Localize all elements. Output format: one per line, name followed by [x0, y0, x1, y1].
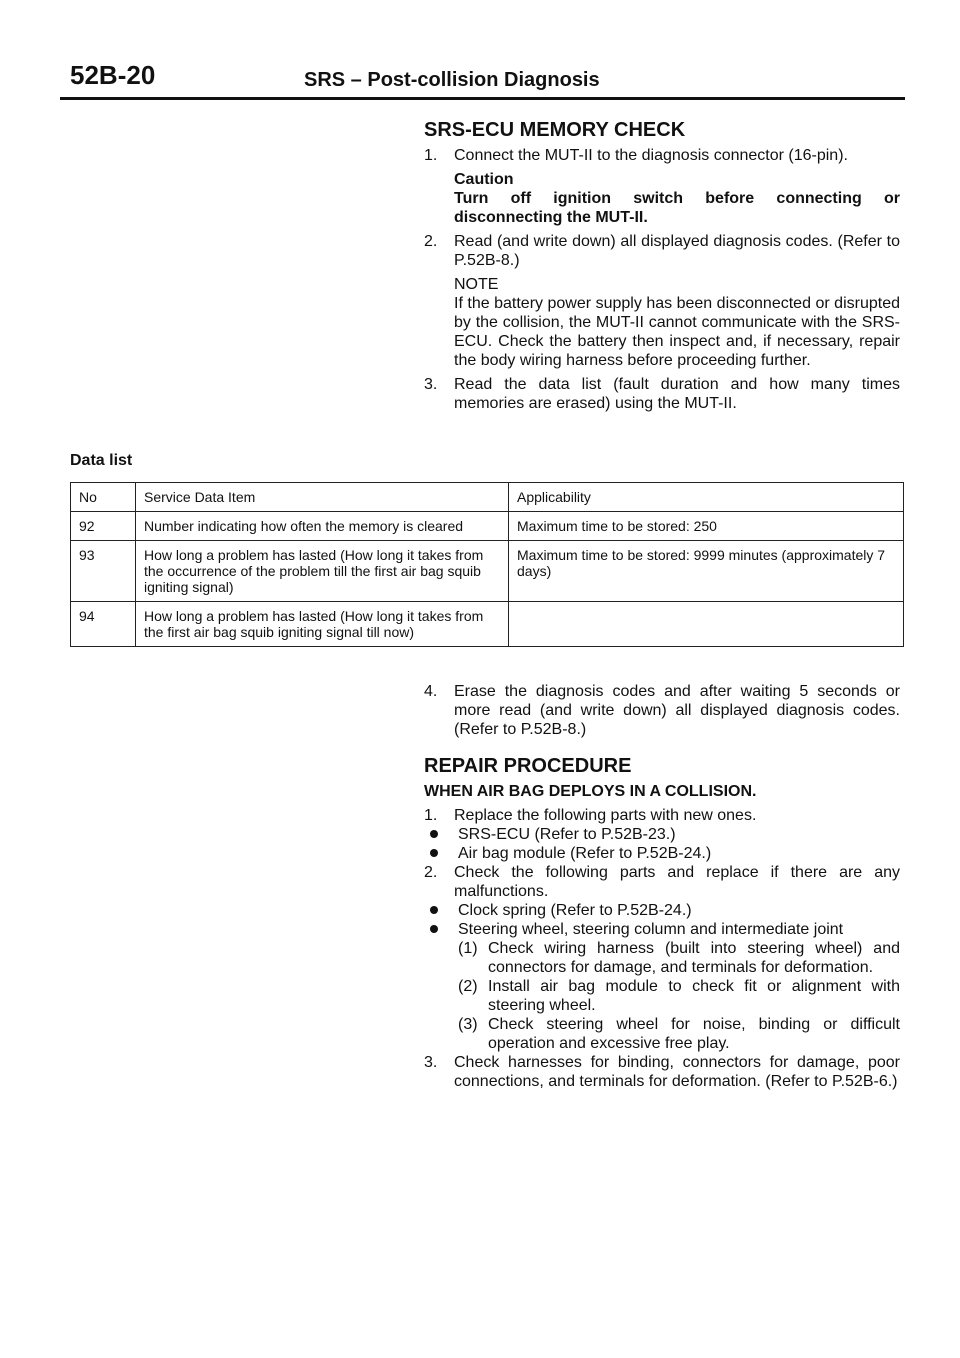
- table-cell: Number indicating how often the memory is cleared: [136, 512, 509, 541]
- bullet-icon: [430, 849, 438, 857]
- bullet-icon: [430, 925, 438, 933]
- table-cell: 92: [71, 512, 136, 541]
- step-number: 1.: [424, 807, 438, 824]
- substep-text: Check steering wheel for noise, binding or difficult operation and excessive free play.: [488, 1016, 900, 1052]
- bullet-text: Air bag module (Refer to P.52B-24.): [458, 845, 712, 862]
- table-cell: [509, 602, 904, 647]
- list-item: [424, 825, 900, 844]
- bullet-text: Steering wheel, steering column and intermediate joint: [458, 921, 844, 938]
- table-header-row: [71, 483, 904, 512]
- repair-subheading: WHEN AIR BAG DEPLOYS IN A COLLISION.: [424, 783, 757, 800]
- substep-number: (2): [458, 978, 478, 995]
- repair-step-3: [424, 1053, 900, 1091]
- substep-number: (1): [458, 940, 478, 957]
- step-number: 2.: [424, 233, 438, 250]
- step-1: [424, 146, 900, 165]
- list-item: [424, 844, 900, 863]
- repair-step-1: [424, 806, 900, 825]
- note-text: If the battery power supply has been disconnected or disrupted by the collision, the MUT-II cannot communicate with the SRS-ECU. Check the battery then inspect and, if necessary, repair the body wiring harness before proceeding further.: [454, 295, 900, 369]
- header-rule: [60, 97, 905, 100]
- table-row: [71, 512, 904, 541]
- note-block: [454, 275, 900, 370]
- caution-block: [454, 170, 900, 227]
- column-header: Service Data Item: [136, 483, 509, 512]
- repair-heading: REPAIR PROCEDURE: [424, 755, 632, 777]
- step-number: 3.: [424, 376, 438, 393]
- substep-text: Install air bag module to check fit or alignment with steering wheel.: [488, 978, 900, 1014]
- list-item: [424, 1015, 900, 1053]
- substep-number: (3): [458, 1016, 478, 1033]
- caution-text: Turn off ignition switch before connecting or disconnecting the MUT-II.: [454, 190, 900, 226]
- step-text: Check harnesses for binding, connectors for damage, poor connections, and terminals for deformation. (Refer to P.52B-6.): [454, 1054, 900, 1090]
- step-text: Erase the diagnosis codes and after waiting 5 seconds or more read (and write down) all displayed diagnosis codes. (Refer to P.52B-8.): [454, 683, 900, 738]
- table-cell: Maximum time to be stored: 9999 minutes (approximately 7 days): [509, 541, 904, 602]
- step-number: 1.: [424, 147, 438, 164]
- step-3: [424, 375, 900, 413]
- step-text: Read the data list (fault duration and how many times memories are erased) using the MUT-II.: [454, 376, 900, 412]
- page-number: 52B-20: [70, 60, 156, 90]
- section-title: SRS – Post-collision Diagnosis: [304, 69, 600, 91]
- memory-check-heading: SRS-ECU MEMORY CHECK: [424, 119, 686, 141]
- step-number: 2.: [424, 864, 438, 881]
- step-text: Check the following parts and replace if there are any malfunctions.: [454, 864, 900, 900]
- step-2: [424, 232, 900, 270]
- table-cell: 94: [71, 602, 136, 647]
- step-text: Replace the following parts with new ones.: [454, 807, 757, 824]
- table-row: [71, 602, 904, 647]
- bullet-icon: [430, 906, 438, 914]
- table-cell: How long a problem has lasted (How long it takes from the occurrence of the problem till the first air bag squib igniting signal): [136, 541, 509, 602]
- repair-step-2: [424, 863, 900, 901]
- column-header: No: [71, 483, 136, 512]
- step-number: 3.: [424, 1054, 438, 1071]
- step-text: Read (and write down) all displayed diagnosis codes. (Refer to P.52B-8.): [454, 233, 900, 269]
- step-4-section: [424, 682, 900, 744]
- bullet-text: SRS-ECU (Refer to P.52B-23.): [458, 826, 676, 843]
- list-item: [424, 977, 900, 1015]
- table-cell: 93: [71, 541, 136, 602]
- list-item: [424, 939, 900, 977]
- step-text: Connect the MUT-II to the diagnosis connector (16-pin).: [454, 147, 848, 164]
- step-4: [424, 682, 900, 739]
- data-list-table: [70, 482, 904, 647]
- bullet-icon: [430, 830, 438, 838]
- list-item: [424, 901, 900, 920]
- table-row: [71, 541, 904, 602]
- step-number: 4.: [424, 683, 438, 700]
- memory-check-section: [424, 118, 900, 418]
- bullet-text: Clock spring (Refer to P.52B-24.): [458, 902, 692, 919]
- table-cell: Maximum time to be stored: 250: [509, 512, 904, 541]
- note-title: NOTE: [454, 276, 499, 293]
- data-list-label: Data list: [70, 452, 133, 469]
- substep-text: Check wiring harness (built into steering wheel) and connectors for damage, and terminals for deformation.: [488, 940, 900, 976]
- repair-section: [424, 754, 900, 1096]
- table-cell: How long a problem has lasted (How long it takes from the first air bag squib igniting signal till now): [136, 602, 509, 647]
- caution-title: Caution: [454, 171, 514, 188]
- list-item: [424, 920, 900, 939]
- column-header: Applicability: [509, 483, 904, 512]
